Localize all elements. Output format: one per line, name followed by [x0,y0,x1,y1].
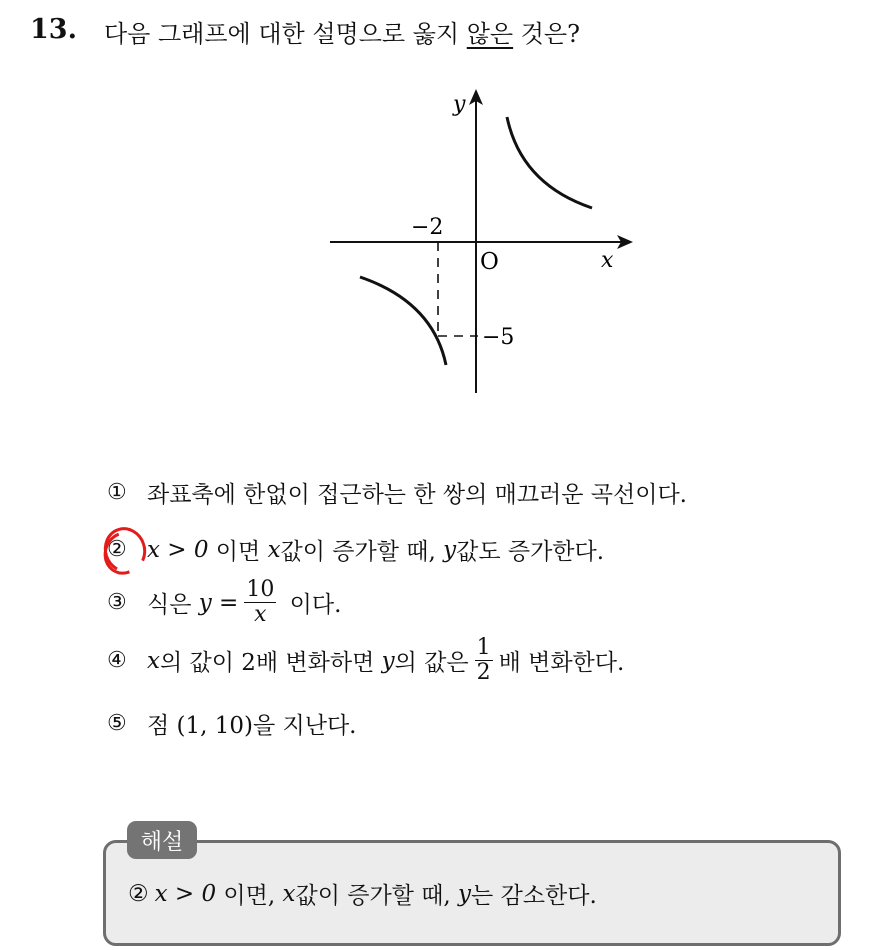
explanation-text-c: 는 감소한다. [471,883,597,909]
option-5-text: 점 (1, 10)을 지난다. [147,713,357,739]
option-3-fraction-numerator: 10 [246,577,275,602]
option-3-lhs: y = [198,589,239,616]
option-5-number: ⑤ [107,711,127,736]
option-1[interactable] [107,476,687,509]
option-4-number: ④ [107,648,127,674]
option-2-condition: x > 0 [147,536,209,563]
explanation-number: ② [128,880,149,907]
y-marker-label: −5 [482,325,515,350]
y-axis-label: y [453,92,466,117]
x-axis-label: x [601,248,614,273]
option-1-text: 좌표축에 한없이 접근하는 한 쌍의 매끄러운 곡선이다. [147,482,687,508]
option-2-text-a: 이면 [208,539,268,565]
curve-third-quadrant [360,277,446,365]
explanation-var-x: x [282,880,296,907]
option-4-text-a: 의 값이 2배 변화하면 [159,650,382,677]
option-4[interactable] [107,636,624,685]
x-marker-label: −2 [411,215,444,240]
question-prefix: 다음 그래프에 대한 설명으로 옳지 [104,20,467,48]
explanation-tag: 해설 [127,821,197,859]
option-2-number: ② [107,537,127,562]
explanation-text-b: 값이 증가할 때, [295,883,459,909]
option-2-text-c: 값도 증가한다. [456,539,605,565]
explanation-text-a: 이면, [216,883,283,909]
option-4-text-c: 배 변화한다. [498,650,625,677]
option-4-text-b: 의 값은 [394,650,469,677]
question-underlined: 않은 [466,20,514,48]
explanation-var-y: y [458,880,472,907]
option-4-fraction [475,636,493,685]
option-1-number: ① [107,480,127,505]
option-4-var-x: x [147,647,160,674]
option-3-text-a: 식은 [147,592,199,619]
option-2-text-b: 값이 증가할 때, [280,539,444,565]
option-4-fraction-denominator: 2 [476,660,491,686]
option-3-fraction [244,578,276,627]
question-number: 13. [30,14,77,45]
explanation-text [128,877,597,910]
question-text [104,14,580,49]
option-3-text-b: 이다. [282,592,342,619]
explanation-condition: x > 0 [154,880,217,907]
origin-label: O [480,249,499,275]
option-4-fraction-numerator: 1 [476,635,491,660]
question-suffix: 것은? [513,20,580,48]
option-2-var-x: x [267,536,281,563]
hyperbola-graph [325,84,640,399]
curve-first-quadrant [507,117,592,208]
option-3-number: ③ [107,590,127,616]
option-3-fraction-denominator: x [254,602,267,628]
option-5[interactable] [107,707,357,740]
option-3[interactable] [107,578,341,627]
option-2-var-y: y [443,536,457,563]
option-4-var-y: y [381,647,395,674]
option-2[interactable] [107,533,604,566]
